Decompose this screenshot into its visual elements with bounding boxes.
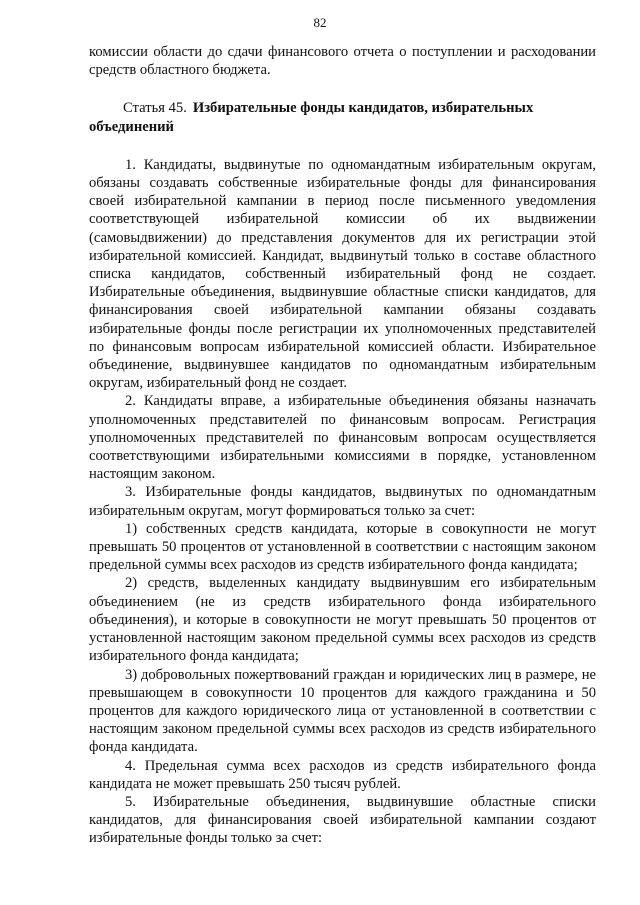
subparagraph-3: 3) добровольных пожертвований граждан и юридических лиц в размере, не превышающем в совокупности 10 процентов для каждого гражданина и 50 процентов для каждого юридического лица от установленной в соответствии с настоящим законом предельной суммы всех расходов из средств избирательного фонда кандидата. [89, 666, 596, 756]
article-heading [89, 99, 596, 135]
article-label: Статья 45. [123, 100, 187, 117]
paragraph-3: 3. Избирательные фонды кандидатов, выдвинутых по одномандатным избирательным округам, могут формироваться только за счет: [89, 484, 596, 519]
article-title: Избирательные фонды кандидатов, избирательных [192, 100, 534, 117]
subparagraph-1: 1) собственных средств кандидата, которые в совокупности не могут превышать 50 процентов от установленной в соответствии с настоящим законом предельной суммы всех расходов из средств избирательного фонда кандидата; [89, 520, 596, 574]
page-number: 82 [313, 15, 327, 30]
intro-paragraph: комиссии области до сдачи финансового отчета о поступлении и расходовании средств областного бюджета. [89, 44, 596, 79]
article-title-continued: объединений [89, 118, 174, 135]
subparagraph-2: 2) средств, выделенных кандидату выдвинувшим его избирательным объединением (не из средств избирательного фонда избирательного объединения), и которые в совокупности не могут превышать 50 процентов от установленной настоящим законом предельной суммы всех расходов из средств избирательного фонда кандидата; [89, 575, 596, 665]
paragraph-1: 1. Кандидаты, выдвинутые по одномандатным избирательным округам, обязаны создавать собственные избирательные фонды для финансирования своей избирательной кампании в период после письменного уведомления соответствующей избирательной комиссии об их выдвижении (самовыдвижении) до представления документов для их регистрации этой избирательной комиссией. Кандидат, выдвинутый только в составе областного списка кандидатов, собственный избирательный фонд не создает. Избирательные объединения, выдвинувшие областные списки кандидатов, для финансирования своей избирательной кампании обязаны создавать избирательные фонды после регистрации их уполномоченных представителей по финансовым вопросам избирательной комиссией области. Избирательное объединение, выдвинувшее кандидатов по одномандатным избирательным округам, избирательный фонд не создает. [89, 156, 596, 392]
document-body [89, 43, 596, 848]
paragraph-2: 2. Кандидаты вправе, а избирательные объединения обязаны назначать уполномоченных представителей по финансовым вопросам. Регистрация уполномоченных представителей по финансовым вопросам осуществляется соответствующими избирательными комиссиями в порядке, установленном настоящим законом. [89, 393, 596, 483]
paragraph-5: 5. Избирательные объединения, выдвинувшие областные списки кандидатов, для финансирования своей избирательной кампании создают избирательные фонды только за счет: [89, 793, 596, 847]
paragraph-4: 4. Предельная сумма всех расходов из средств избирательного фонда кандидата не может превышать 250 тысяч рублей. [89, 757, 596, 792]
